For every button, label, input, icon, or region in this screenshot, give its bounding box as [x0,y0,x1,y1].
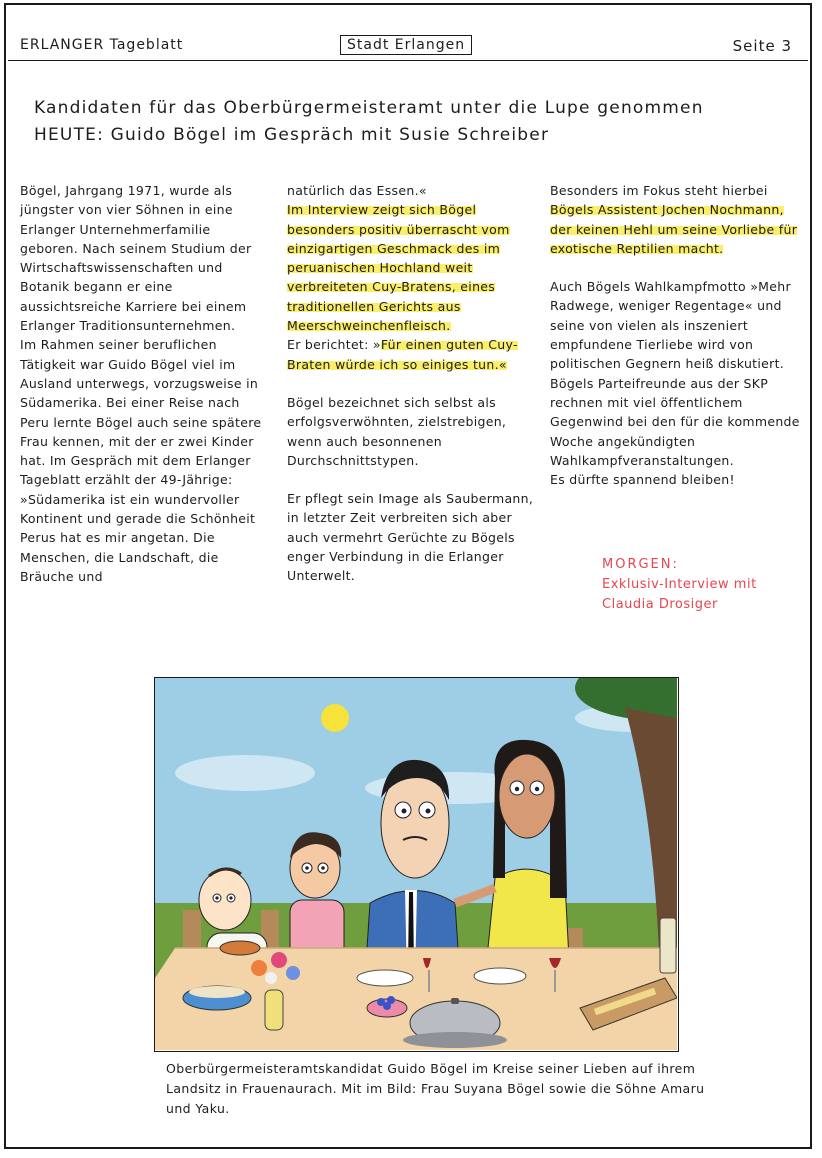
section-label: Stadt Erlangen [340,35,472,55]
masthead [16,33,800,61]
teaser-line: Exklusiv-Interview mit [602,577,757,592]
paragraph [287,181,539,374]
paragraph-text: Besonders im Fokus steht hierbei [550,183,768,198]
headline-line-2: HEUTE: Guido Bögel im Gespräch mit Susie Schreiber [34,125,550,145]
image-caption: Oberbürgermeisteramtskandidat Guido Bögel im Kreise seiner Lieben auf ihrem Landsitz in Frauenaurach. Mit im Bild: Frau Suyana Bögel sowie die Söhne Amaru und Yaku. [166,1061,705,1116]
sun-icon [321,704,349,732]
teaser-line: Claudia Drosiger [602,597,718,612]
article-column-3 [550,181,808,489]
paragraph-text: natürlich das Essen.« [287,183,427,198]
paragraph: Im Rahmen seiner beruflichen Tätigkeit war Guido Bögel viel im Ausland unterwegs, vorzugsweise in Südamerika. Bei einer Reise nach Peru lernte Bögel auch seine spätere Frau kennen, mit der er zwei Kinder hat. Im Gespräch mit dem Erlanger Tageblatt erzählt der 49-Jährige: »Südamerika ist ein wundervoller Kontinent und gerade die Schönheit Perus hat es mir angetan. Die Menschen, die Landschaft, die Bräuche und [20,337,262,584]
paragraph: Bögel bezeichnet sich selbst als erfolgsverwöhnten, zielstrebigen, wenn auch besonnenen Durchschnittstypen. [287,394,507,468]
family-illustration [154,677,679,1052]
paragraph: Er pflegt sein Image als Saubermann, in letzter Zeit verbreiten sich aber auch vermehrt Gerüchte zu Bögels enger Verbindung in die Erlanger Unterwelt. [287,491,534,584]
paragraph-text: Er berichtet: » [287,337,381,353]
page-number: Seite 3 [732,37,792,55]
teaser-box [602,555,802,615]
highlighted-text: Im Interview zeigt sich Bögel besonders positiv überrascht vom einzigartigen Geschmack des im peruanischen Hochland weit verbreiteten Cuy-Bratens, eines traditionellen Gerichts aus Meerschweinchenfleisch. [287,202,510,334]
teaser-label: MORGEN: [602,557,679,572]
highlighted-text: Bögels Assistent Jochen Nochmann, der keinen Hehl um seine Vorliebe für exotische Reptilien macht. [550,202,798,256]
masthead-rule [8,60,808,61]
paragraph: Bögel, Jahrgang 1971, wurde als jüngster von vier Söhnen in eine Erlanger Unternehmerfamilie geboren. Nach seinem Studium der Wirtschaftswissenschaften und Botanik begann er eine aussichtsreiche Karriere bei einem Erlanger Traditionsunternehmen. [20,183,252,334]
paragraph: Auch Bögels Wahlkampfmotto »Mehr Radwege, weniger Regentage« und seine von vielen als inszeniert empfundene Tierliebe wird von politischen Gegnern heiß diskutiert. Bögels Parteifreunde aus der SKP rechnen mit viel öffentlichem Gegenwind bei den für die kommende Woche angekündigten Wahlkampfveranstaltungen. [550,279,800,468]
newspaper-name: ERLANGER Tageblatt [20,37,184,53]
highlighted-quote: Für einen guten Cuy-Braten würde ich so einiges tun.« [287,337,518,372]
headline-line-1: Kandidaten für das Oberbürgermeisteramt unter die Lupe genommen [34,98,704,118]
paragraph: Es dürfte spannend bleiben! [550,472,735,488]
article-column-2 [287,181,539,586]
newspaper-page [4,3,812,1149]
headline [34,95,794,149]
paragraph [550,181,808,258]
article-column-1 [20,181,272,586]
